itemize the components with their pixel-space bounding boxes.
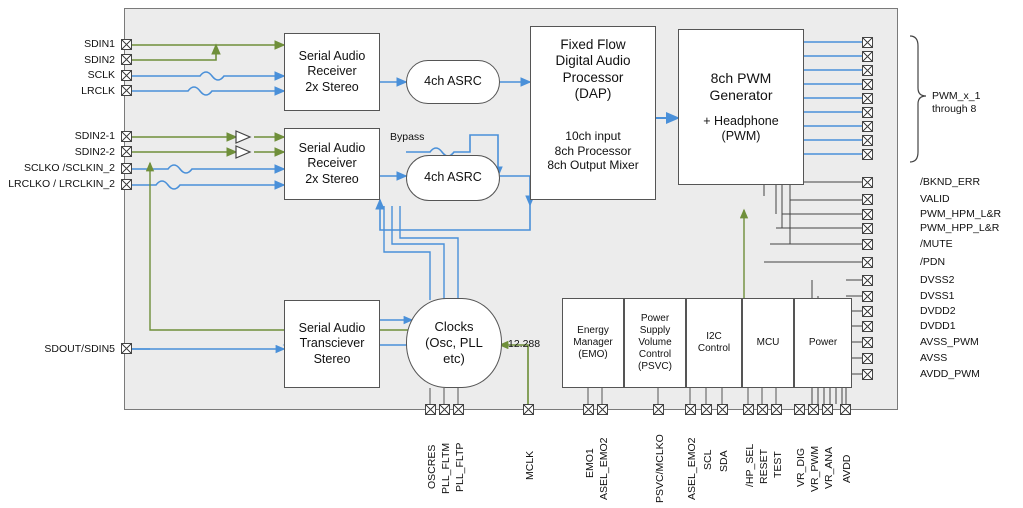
- label-reset: RESET: [758, 448, 770, 484]
- pad-asel-emo2-a[interactable]: [597, 404, 608, 415]
- pad-pwm-1[interactable]: [862, 37, 873, 48]
- pad-reset[interactable]: [757, 404, 768, 415]
- label-pdn: /PDN: [920, 256, 946, 268]
- block-asrc-1[interactable]: 4ch ASRC: [406, 60, 500, 104]
- label-valid: VALID: [920, 193, 950, 205]
- label-mclk-frequency: 12.288: [508, 338, 541, 350]
- pad-pll-fltp[interactable]: [453, 404, 464, 415]
- pad-sdin2-1[interactable]: [121, 131, 132, 142]
- pad-pwm-9[interactable]: [862, 149, 873, 160]
- pad-mute[interactable]: [862, 239, 873, 250]
- pad-lrclk[interactable]: [121, 85, 132, 96]
- pad-sdin1[interactable]: [121, 39, 132, 50]
- pad-vr-ana[interactable]: [822, 404, 833, 415]
- label-pll-fltp: PLL_FLTP: [454, 442, 466, 492]
- pad-dvss2[interactable]: [862, 275, 873, 286]
- pad-psvc-mclko[interactable]: [653, 404, 664, 415]
- label-pwm-range-1: PWM_x_1: [932, 90, 981, 102]
- pad-pwm-6[interactable]: [862, 107, 873, 118]
- pad-sdout-sdin5[interactable]: [121, 343, 132, 354]
- pad-pdn[interactable]: [862, 257, 873, 268]
- pad-sda[interactable]: [717, 404, 728, 415]
- block-i2c-control[interactable]: I2C Control: [686, 298, 742, 388]
- pad-dvdd2[interactable]: [862, 306, 873, 317]
- label-pll-fltm: PLL_FLTM: [440, 442, 452, 494]
- label-sdin2-2: SDIN2-2: [74, 146, 115, 158]
- label-psvc-mclko: PSVC/MCLKO: [654, 434, 666, 503]
- label-mclk: MCLK: [524, 450, 536, 480]
- label-dvss2: DVSS2: [920, 274, 955, 286]
- pad-avss-pwm[interactable]: [862, 337, 873, 348]
- pad-avdd-pwm[interactable]: [862, 369, 873, 380]
- label-emo1: EMO1: [584, 448, 596, 478]
- label-dvss1: DVSS1: [920, 290, 955, 302]
- label-vr-pwm: VR_PWM: [809, 445, 821, 492]
- pad-emo1[interactable]: [583, 404, 594, 415]
- pad-pwm-7[interactable]: [862, 121, 873, 132]
- block-digital-audio-processor[interactable]: Fixed Flow Digital Audio Processor (DAP) 10ch input 8ch Processor 8ch Output Mixer: [530, 26, 656, 200]
- block-asrc-2[interactable]: 4ch ASRC: [406, 155, 500, 201]
- label-lrclko-lrclkin2: LRCLKO / LRCLKIN_2: [8, 178, 115, 190]
- pad-dvss1[interactable]: [862, 291, 873, 302]
- pad-lrclko-lrclkin2[interactable]: [121, 179, 132, 190]
- label-avdd-pwm: AVDD_PWM: [920, 368, 980, 380]
- label-vr-ana: VR_ANA: [823, 446, 835, 489]
- pad-pwm-5[interactable]: [862, 93, 873, 104]
- label-asel-emo2-b: ASEL_EMO2: [686, 437, 698, 500]
- pad-bknd-err[interactable]: [862, 177, 873, 188]
- label-sclk: SCLK: [87, 69, 115, 81]
- pad-avdd[interactable]: [840, 404, 851, 415]
- label-pwm-hpp-lr: PWM_HPP_L&R: [920, 222, 1000, 234]
- block-mcu[interactable]: MCU: [742, 298, 794, 388]
- pad-sclk[interactable]: [121, 70, 132, 81]
- block-serial-audio-receiver-1[interactable]: Serial Audio Receiver 2x Stereo: [284, 33, 380, 111]
- label-lrclk: LRCLK: [81, 85, 115, 97]
- pad-pwm-hpp-lr[interactable]: [862, 223, 873, 234]
- label-dvdd1: DVDD1: [920, 320, 956, 332]
- label-pwm-range-2: through 8: [932, 103, 977, 115]
- block-power-supply-volume-control[interactable]: Power Supply Volume Control (PSVC): [624, 298, 686, 388]
- pad-scl[interactable]: [701, 404, 712, 415]
- pad-avss[interactable]: [862, 353, 873, 364]
- pad-asel-emo2-b[interactable]: [685, 404, 696, 415]
- pad-oscres[interactable]: [425, 404, 436, 415]
- label-sdin2-1: SDIN2-1: [74, 130, 115, 142]
- label-bknd-err: /BKND_ERR: [920, 176, 981, 188]
- label-oscres: OSCRES: [426, 444, 438, 489]
- pad-dvdd1[interactable]: [862, 321, 873, 332]
- pad-vr-dig[interactable]: [794, 404, 805, 415]
- label-avss-pwm: AVSS_PWM: [920, 336, 979, 348]
- label-scl: SCL: [702, 449, 714, 470]
- label-asel-emo2-a: ASEL_EMO2: [598, 437, 610, 500]
- label-mute: /MUTE: [920, 238, 953, 250]
- label-sclko-sclkin2: SCLKO /SCLKIN_2: [23, 162, 115, 174]
- pad-mclk[interactable]: [523, 404, 534, 415]
- block-energy-manager[interactable]: Energy Manager (EMO): [562, 298, 624, 388]
- block-pwm-generator[interactable]: 8ch PWM Generator + Headphone (PWM): [678, 29, 804, 185]
- pad-hp-sel[interactable]: [743, 404, 754, 415]
- label-hp-sel: /HP_SEL: [744, 443, 756, 487]
- pad-sdin2-2[interactable]: [121, 146, 132, 157]
- block-clocks[interactable]: Clocks (Osc, PLL etc): [406, 298, 502, 388]
- label-dvdd2: DVDD2: [920, 305, 956, 317]
- label-avdd: AVDD: [841, 454, 853, 483]
- pad-sdin2[interactable]: [121, 54, 132, 65]
- label-bypass: Bypass: [390, 131, 425, 143]
- block-power[interactable]: Power: [794, 298, 852, 388]
- pad-sclko-sclkin2[interactable]: [121, 163, 132, 174]
- pad-valid[interactable]: [862, 194, 873, 205]
- block-serial-audio-transciever[interactable]: Serial Audio Transciever Stereo: [284, 300, 380, 388]
- label-test: TEST: [772, 451, 784, 478]
- pad-pwm-8[interactable]: [862, 135, 873, 146]
- pad-pwm-2[interactable]: [862, 51, 873, 62]
- pad-test[interactable]: [771, 404, 782, 415]
- pad-pll-fltm[interactable]: [439, 404, 450, 415]
- pad-vr-pwm[interactable]: [808, 404, 819, 415]
- label-sdout-sdin5: SDOUT/SDIN5: [44, 343, 115, 355]
- label-avss: AVSS: [920, 352, 948, 364]
- label-pwm-hpm-lr: PWM_HPM_L&R: [920, 208, 1002, 220]
- label-sdin2: SDIN2: [84, 54, 115, 66]
- pad-pwm-3[interactable]: [862, 65, 873, 76]
- label-vr-dig: VR_DIG: [795, 447, 807, 487]
- pad-pwm-4[interactable]: [862, 79, 873, 90]
- block-serial-audio-receiver-2[interactable]: Serial Audio Receiver 2x Stereo: [284, 128, 380, 200]
- pad-pwm-hpm-lr[interactable]: [862, 209, 873, 220]
- label-sdin1: SDIN1: [84, 38, 115, 50]
- label-sda: SDA: [718, 450, 730, 472]
